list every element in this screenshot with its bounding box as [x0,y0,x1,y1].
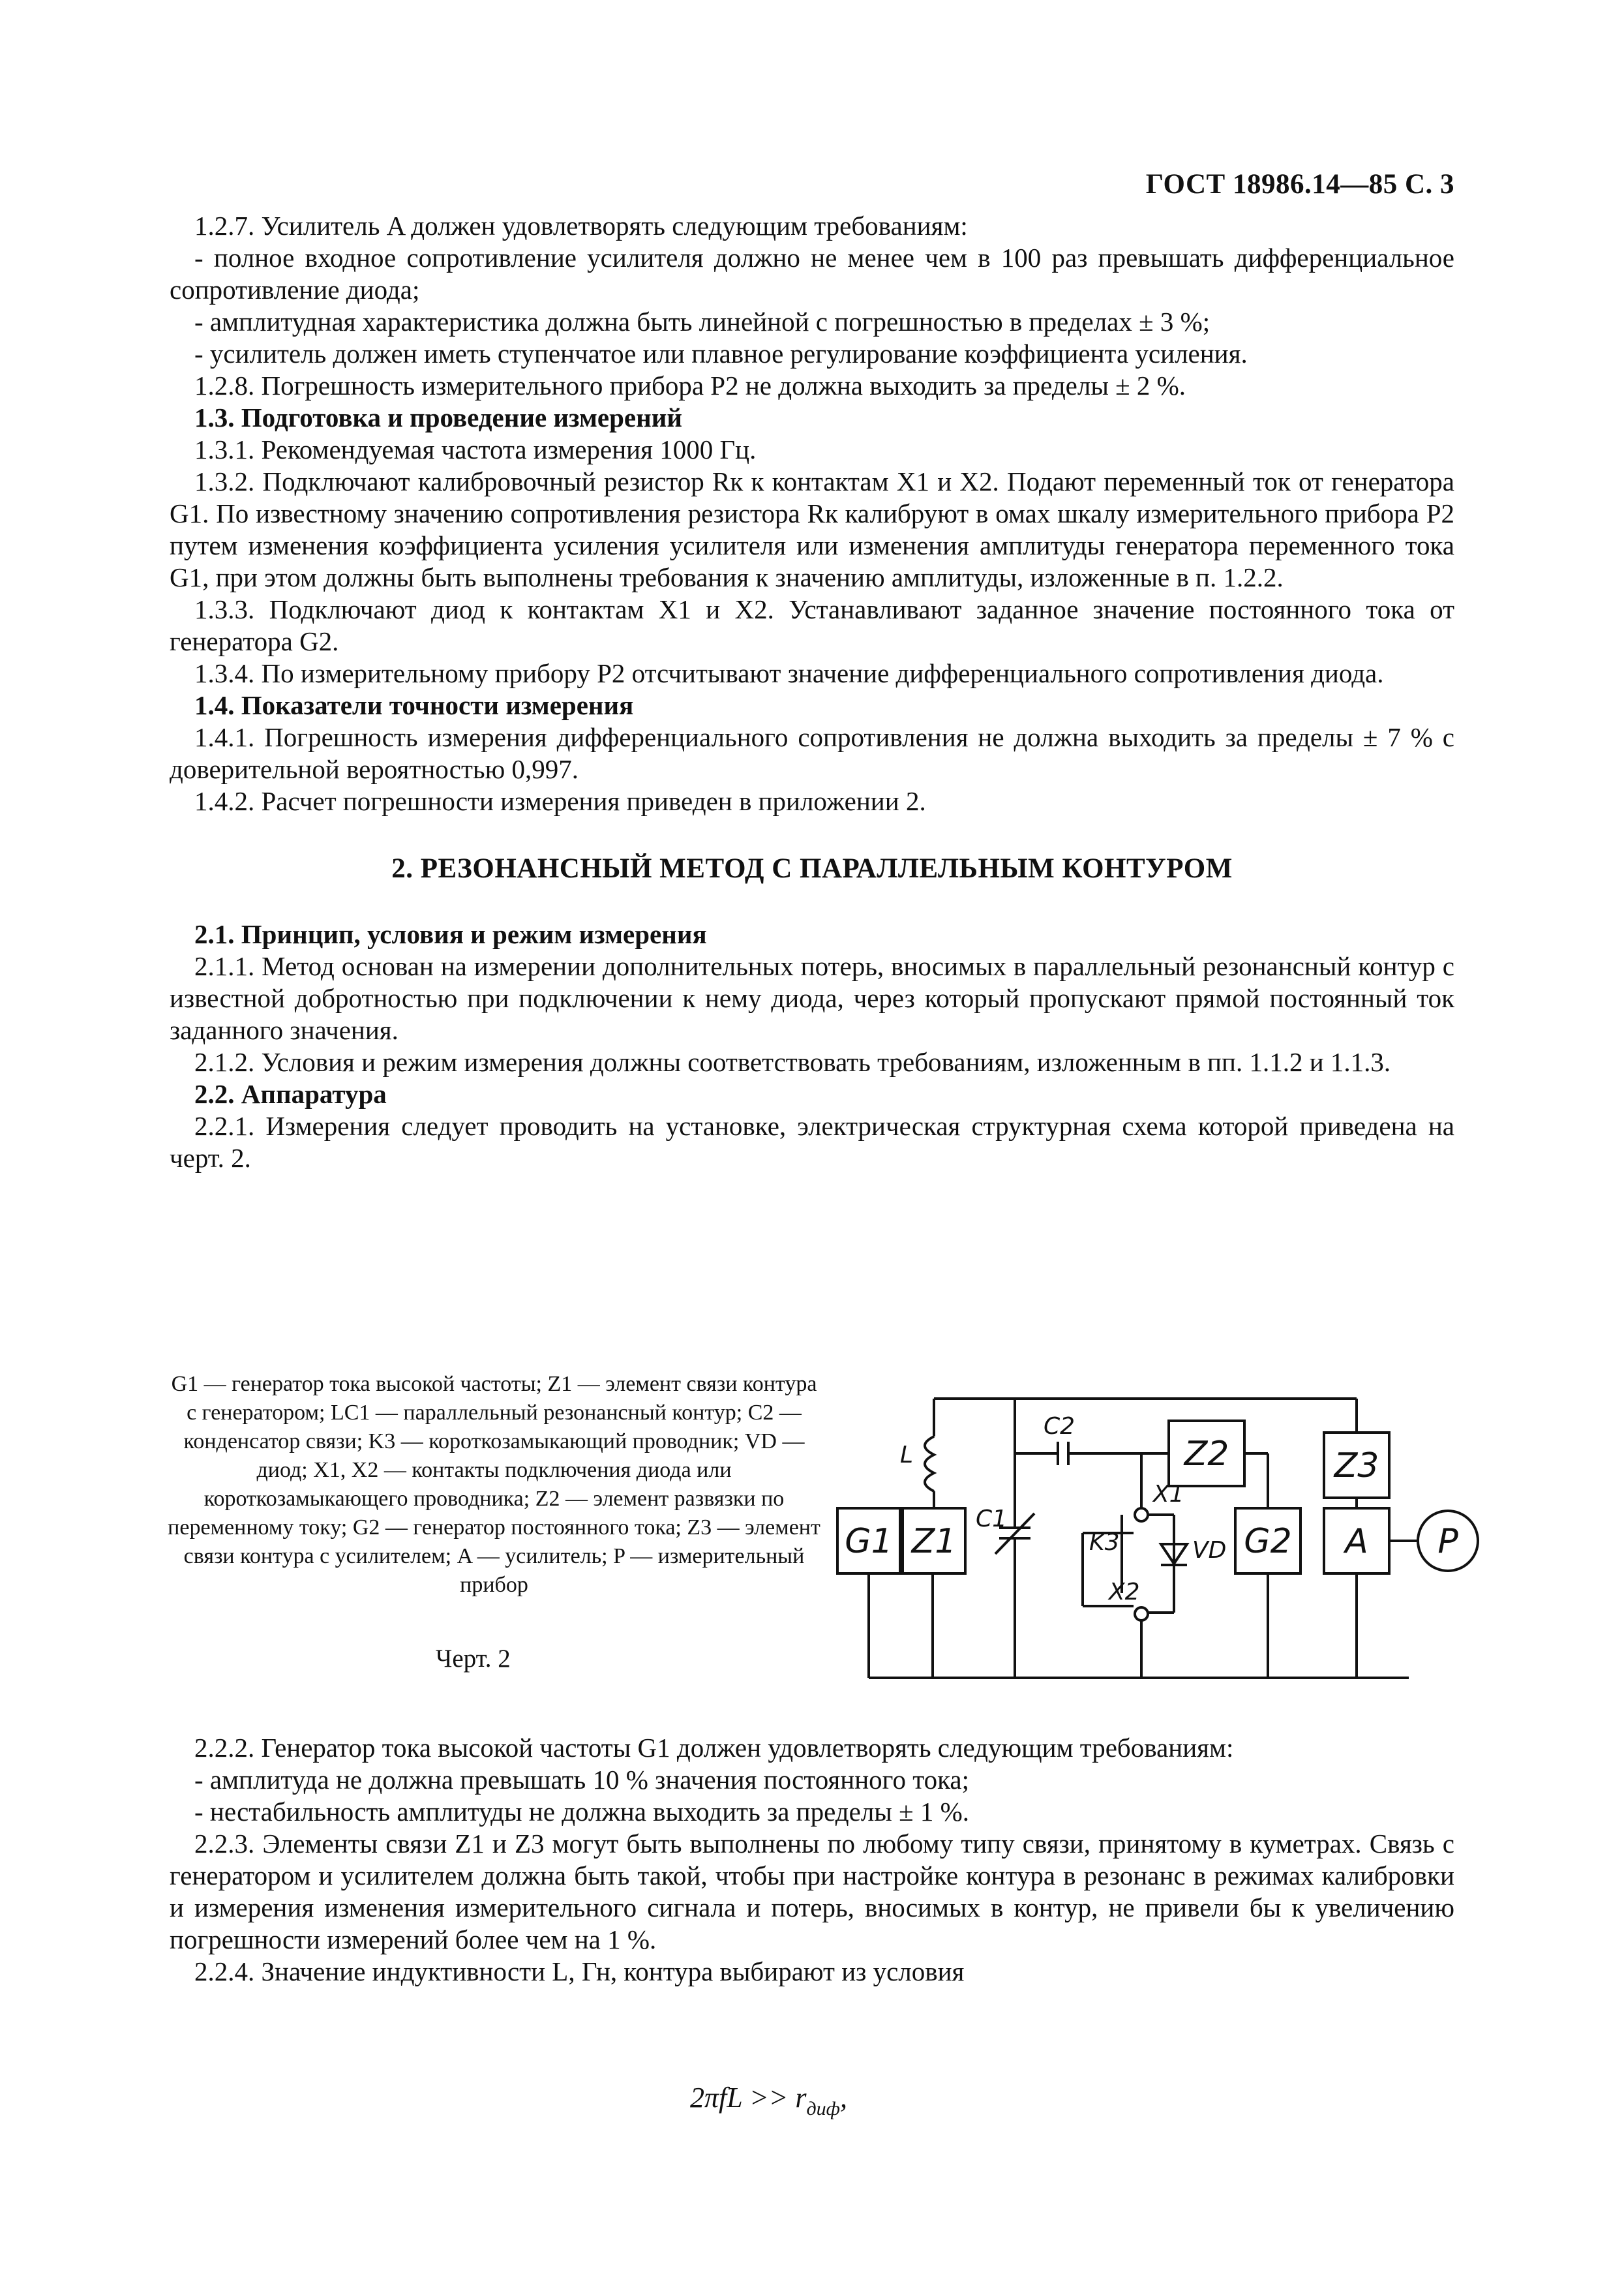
paragraph-1-3-3: 1.3.3. Подключают диод к контактам X1 и X2. Устанавливают заданное значение постоянного тока от генератора G2. [170,594,1454,656]
paragraph-1-2-7: 1.2.7. Усилитель A должен удовлетворять следующим требованиям: [194,211,968,241]
paragraph-1-3-4: 1.3.4. По измерительному прибору P2 отсчитывают значение дифференциального сопротивления диода. [194,658,1384,688]
c2-label: C2 [1044,1413,1075,1440]
g1-label: G1 [845,1522,893,1561]
a-label: A [1345,1522,1368,1561]
subsection-heading: 2.2. Аппаратура [194,1079,387,1109]
requirement-item: - амплитуда не должна превышать 10 % значения постоянного тока; [194,1765,969,1795]
requirement-item: - полное входное сопротивление усилителя должно не менее чем в 100 раз превышать дифференциальное сопротивление диода; [170,243,1454,305]
requirement-item: - амплитудная характеристика должна быть линейной с погрешностью в пределах ± 3 %; [194,307,1210,337]
formula [690,2081,847,2120]
z2-label: Z2 [1184,1435,1229,1474]
z1-label: Z1 [911,1522,957,1561]
l-label: L [900,1442,914,1468]
paragraph-2-2-1: 2.2.1. Измерения следует проводить на установке, электрическая структурная схема которой приведена на черт. 2. [170,1111,1454,1173]
formula-subscript: диф [806,2098,840,2119]
requirement-item: - нестабильность амплитуды не должна выходить за пределы ± 1 %. [194,1797,969,1827]
formula-tail: , [839,2082,847,2114]
c1-label: C1 [976,1506,1008,1532]
vd-label: VD [1192,1537,1227,1564]
x2-label: X2 [1109,1579,1140,1605]
paragraph-1-4-2: 1.4.2. Расчет погрешности измерения приведен в приложении 2. [194,786,926,816]
paragraph-1-3-2: 1.3.2. Подключают калибровочный резистор Rк к контактам X1 и X2. Подают переменный ток от генератора G1. По известному значению сопротивления резистора Rк калибруют в омах шкалу измерительного прибора P2 путем изменения коэффициента усиления усилителя или изменения амплитуды генератора переменного тока G1, при этом должны быть выполнены требования к значению амплитуды, изложенные в п. 1.2.2. [170,466,1454,592]
subsection-heading: 2.1. Принцип, условия и режим измерения [194,919,707,949]
section-title: 2. РЕЗОНАНСНЫЙ МЕТОД С ПАРАЛЛЕЛЬНЫМ КОНТУРОМ [391,853,1233,884]
x1-contact [1135,1508,1148,1521]
figure-legend: G1 — генератор тока высокой частоты; Z1 — элемент связи контура с генератором; LC1 — параллельный резонансный контур; C2 — конденсатор связи; K3 — короткозамыкающий проводник; VD — диод; X1, X2 — контакты подключения диода или короткозамыкающего проводника; Z2 — элемент развязки по переменному току; G2 — генератор постоянного тока; Z3 — элемент связи контура с усилителем; A — усилитель; P — измерительный прибор [168,1372,820,1597]
subsection-heading: 1.4. Показатели точности измерения [194,690,634,720]
paragraph-2-1-2: 2.1.2. Условия и режим измерения должны соответствовать требованиям, изложенным в пп. 1.1.2 и 1.1.3. [194,1047,1391,1077]
bottom-text-block [170,1732,1454,1988]
top-text-block [170,210,1454,1174]
g2-label: G2 [1244,1522,1292,1561]
requirement-item: - усилитель должен иметь ступенчатое или плавное регулирование коэффициента усиления. [194,339,1248,369]
subsection-heading: 1.3. Подготовка и проведение измерений [194,402,682,433]
page-header: ГОСТ 18986.14—85 С. 3 [1145,169,1454,200]
circuit-diagram [835,1378,1481,1704]
figure-label: Черт. 2 [436,1645,511,1673]
paragraph-2-2-3: 2.2.3. Элементы связи Z1 и Z3 могут быть выполнены по любому типу связи, принятому в куметрах. Связь с генератором и усилителем должна быть такой, чтобы при настройке контура в резонанс в режимах калибровки и измерения изменения измерительного сигнала и потерь, вносимых в контур, не привели бы к увеличению погрешности измерений более чем на 1 %. [170,1829,1454,1954]
x2-contact [1135,1607,1148,1620]
p-label: P [1437,1522,1458,1561]
z3-label: Z3 [1334,1446,1379,1485]
paragraph-1-3-1: 1.3.1. Рекомендуемая частота измерения 1000 Гц. [194,434,757,464]
k3-label: K3 [1089,1529,1120,1556]
paragraph-1-4-1: 1.4.1. Погрешность измерения дифференциального сопротивления не должна выходить за пределы ± 7 % с доверительной вероятностью 0,997. [170,722,1454,784]
paragraph-2-2-2: 2.2.2. Генератор тока высокой частоты G1 должен удовлетворять следующим требованиям: [194,1733,1234,1763]
paragraph-2-1-1: 2.1.1. Метод основан на измерении дополнительных потерь, вносимых в параллельный резонансный контур с известной добротностью при подключении к нему диода, через который пропускают прямой постоянный ток заданного значения. [170,951,1454,1045]
paragraph-2-2-4: 2.2.4. Значение индуктивности L, Гн, контура выбирают из условия [194,1956,965,1986]
formula-main: 2πfL >> r [690,2082,807,2114]
x1-label: X1 [1153,1481,1184,1508]
paragraph-1-2-8: 1.2.8. Погрешность измерительного прибора P2 не должна выходить за пределы ± 2 %. [194,371,1186,401]
